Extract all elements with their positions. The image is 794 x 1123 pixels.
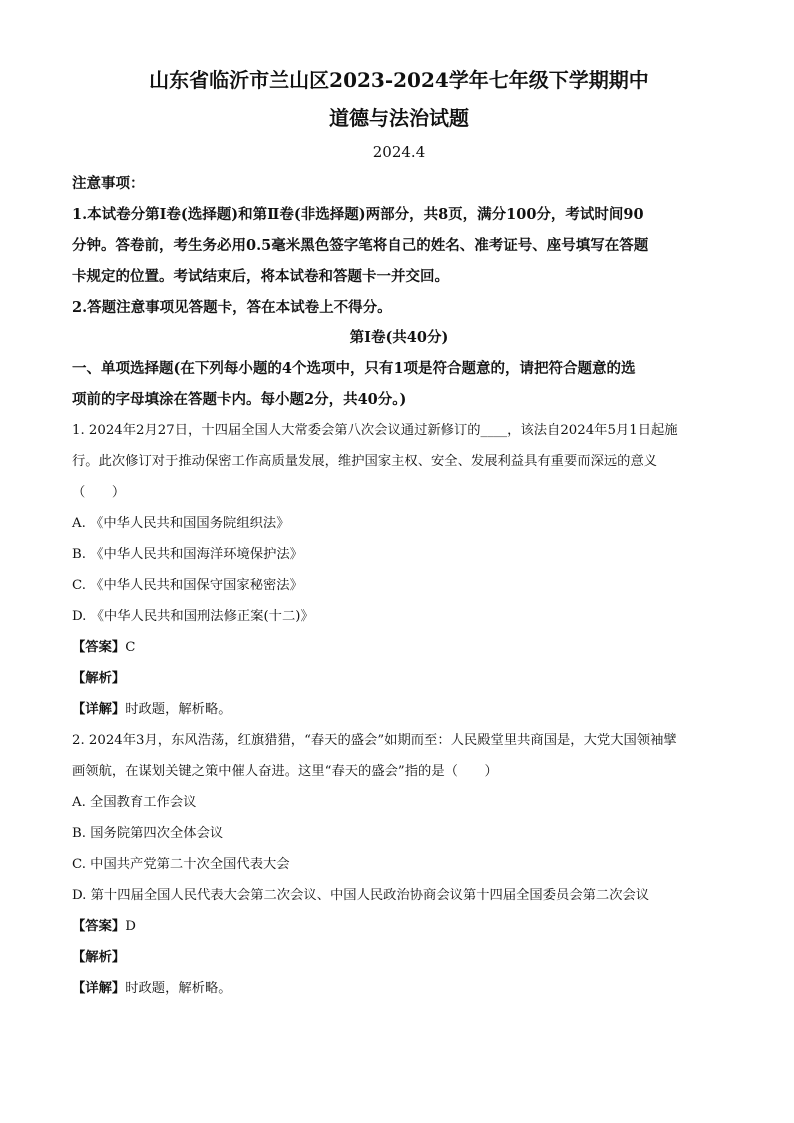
option-c: C. 《中华人民共和国保守国家秘密法》 [72,578,303,593]
answer-tag: 【答案】 [72,919,126,934]
question-1 [72,415,726,725]
detail-text: 时政题，解析略。 [125,702,232,717]
detail-text: 时政题，解析略。 [125,981,232,996]
notes-item-2: 2.答题注意事项见答题卡，答在本试卷上不得分。 [72,299,392,316]
option-b: B. 《中华人民共和国海洋环境保护法》 [72,547,303,562]
answer-line [72,632,726,663]
exam-date: 2024.4 [372,143,426,161]
option-a: A. 全国教育工作会议 [72,795,197,810]
analysis-tag: 【解析】 [72,950,126,965]
question-stem-line-1: 2. 2024年3月，东风浩荡，红旗猎猎，“春天的盛会”如期而至：人民殿堂里共商国是，大党大国领袖擘 [72,733,677,748]
exam-subtitle: 道德与法治试题 [329,106,469,130]
document-page [72,66,726,1004]
answer-value: C [125,640,136,655]
detail-line [72,694,726,725]
analysis-line [72,663,726,694]
notes-heading: 注意事项： [72,175,145,192]
option-c: C. 中国共产党第二十次全国代表大会 [72,857,290,872]
section-title: 第Ⅰ卷(共40分) [349,329,449,346]
answer-line [72,911,726,942]
option-d: D. 第十四届全国人民代表大会第二次会议、中国人民政治协商会议第十四届全国委员会第二次会议 [72,888,650,903]
detail-line [72,973,726,1004]
answer-tag: 【答案】 [72,640,126,655]
option-a: A. 《中华人民共和国国务院组织法》 [72,516,290,531]
question-stem-line-1: 1. 2024年2月27日，十四届全国人大常委会第八次会议通过新修订的____，该法自2024年5月1日起施 [72,423,678,438]
detail-tag: 【详解】 [72,981,126,996]
detail-tag: 【详解】 [72,702,126,717]
question-2 [72,725,726,1004]
analysis-tag: 【解析】 [72,671,126,686]
notes-item-1-line-3: 卡规定的位置。考试结束后，将本试卷和答题卡一并交回。 [72,268,449,285]
notes-item-1-line-2: 分钟。答卷前，考生务必用0.5毫米黑色签字笔将自己的姓名、准考证号、座号填写在答题 [72,237,649,254]
analysis-line [72,942,726,973]
question-stem-line-2: 行。此次修订对于推动保密工作高质量发展，维护国家主权、安全、发展利益具有重要而深远的意义 [72,454,658,469]
option-b: B. 国务院第四次全体会议 [72,826,224,841]
notes-item-1-line-1: 1.本试卷分第Ⅰ卷(选择题)和第Ⅱ卷(非选择题)两部分，共8页，满分100分，考试时间90 [72,206,644,223]
section-instructions-line-2: 项前的字母填涂在答题卡内。每小题2分，共40分。) [72,391,407,408]
question-stem-line-2: 画领航，在谋划关键之策中催人奋进。这里“春天的盛会”指的是（ ） [72,764,498,779]
option-d: D. 《中华人民共和国刑法修正案(十二)》 [72,609,314,624]
answer-value: D [125,919,136,934]
question-stem-line-3: （ ） [72,485,126,500]
exam-title: 山东省临沂市兰山区2023-2024学年七年级下学期期中 [149,68,649,92]
section-instructions-line-1: 一、单项选择题(在下列每小题的4个选项中，只有1项是符合题意的，请把符合题意的选 [72,360,636,377]
